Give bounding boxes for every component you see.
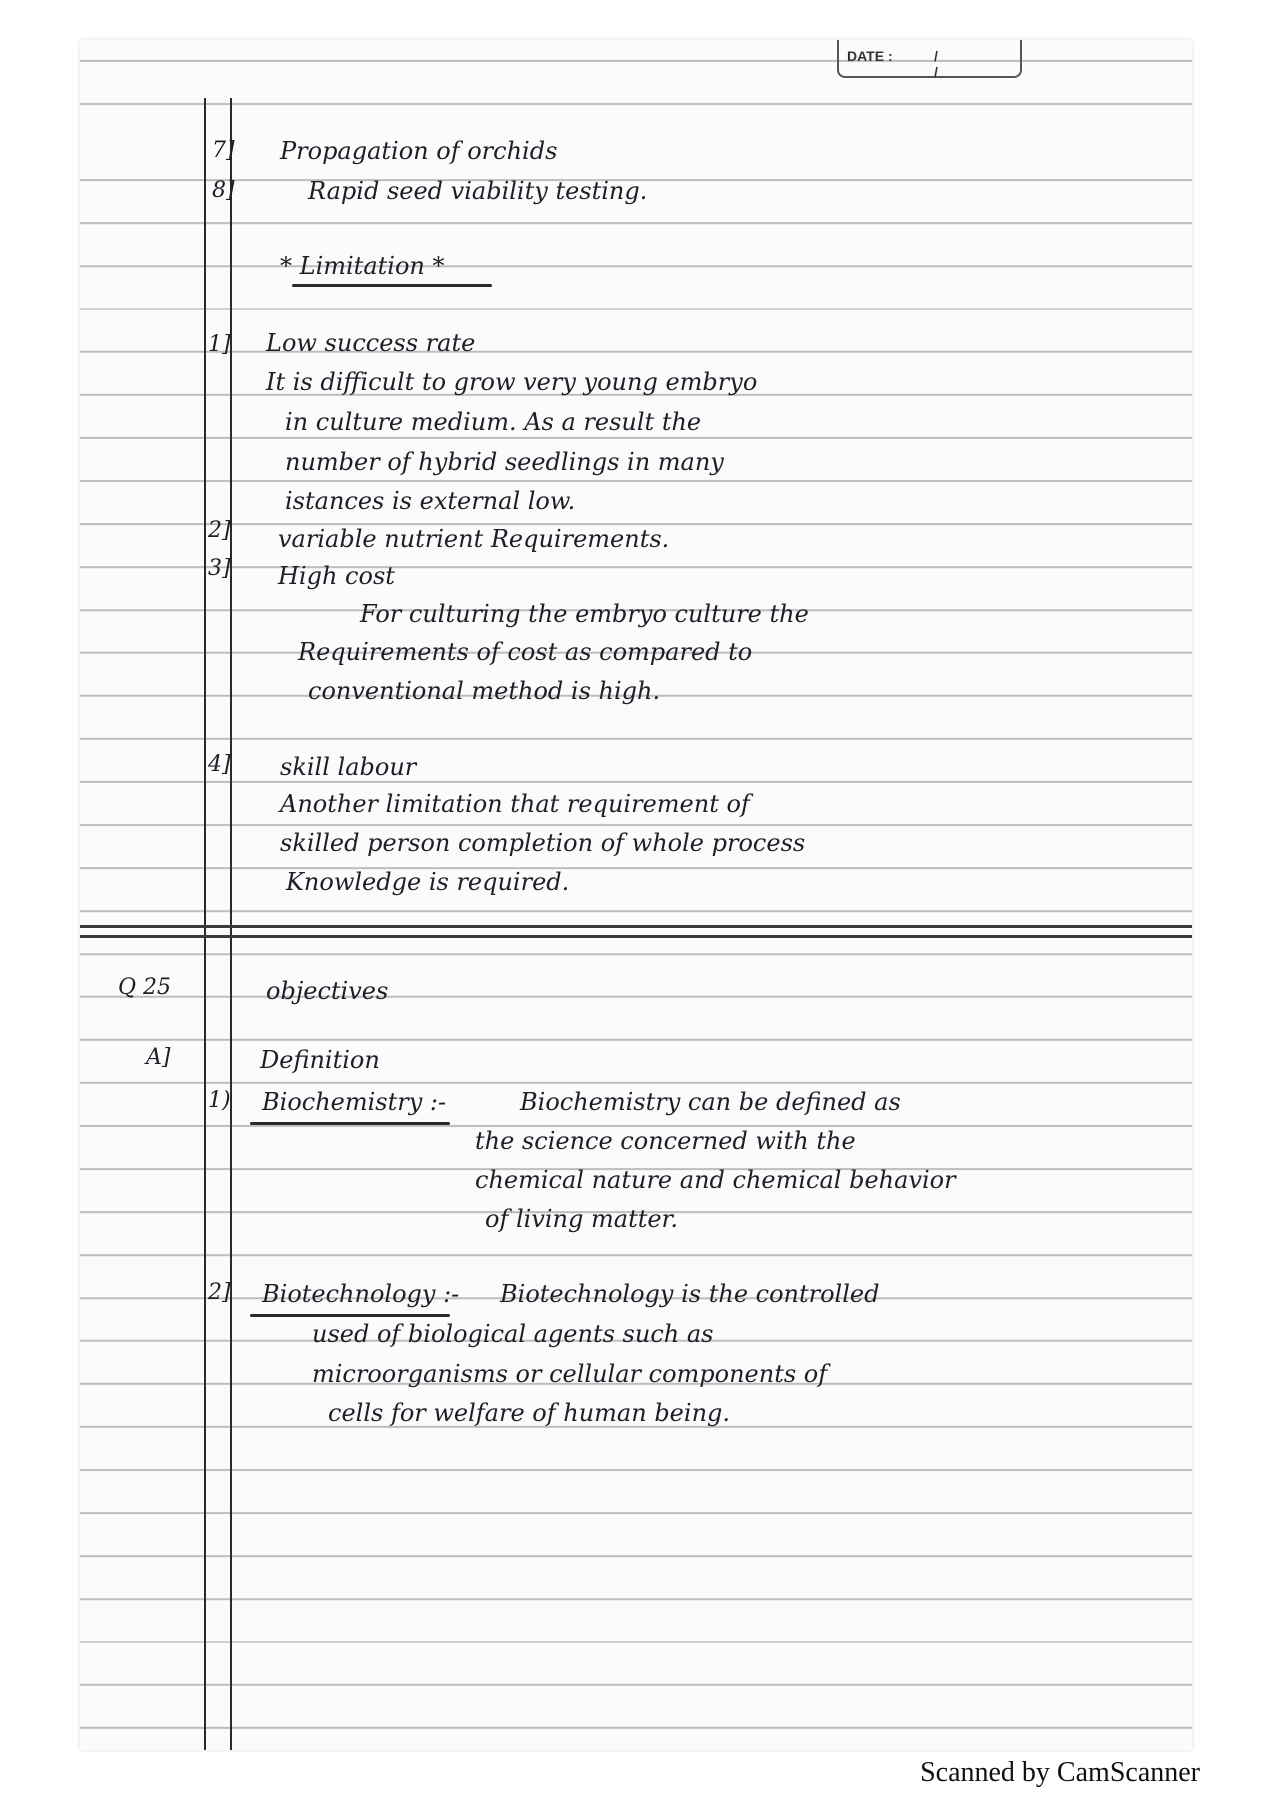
note-line: the science concerned with the bbox=[475, 1127, 856, 1155]
note-line: used of biological agents such as bbox=[312, 1320, 714, 1348]
notebook-page bbox=[80, 40, 1192, 1750]
item-number: 2] bbox=[208, 1280, 231, 1305]
note-line: Requirements of cost as compared to bbox=[298, 638, 753, 666]
date-label: DATE : bbox=[847, 48, 893, 64]
note-line: objectives bbox=[266, 977, 389, 1005]
note-line: microorganisms or cellular components of bbox=[312, 1360, 828, 1388]
note-line: of living matter. bbox=[485, 1205, 679, 1233]
note-line: conventional method is high. bbox=[308, 677, 661, 705]
item-number: 1] bbox=[208, 332, 231, 357]
question-number: Q 25 bbox=[118, 975, 172, 1000]
note-line: skilled person completion of whole process bbox=[280, 829, 806, 857]
item-number: 1) bbox=[208, 1088, 231, 1113]
note-line: cells for welfare of human being. bbox=[328, 1399, 731, 1427]
date-box bbox=[837, 40, 1022, 78]
note-line: Biotechnology is the controlled bbox=[500, 1280, 880, 1308]
heading-underline bbox=[292, 284, 492, 287]
term-label: Biotechnology :- bbox=[262, 1280, 460, 1308]
section-divider-top bbox=[80, 925, 1192, 928]
margin-line-left bbox=[204, 98, 206, 1750]
note-line: It is difficult to grow very young embryo bbox=[266, 368, 758, 396]
note-line: Low success rate bbox=[266, 329, 476, 357]
scanner-watermark: Scanned by CamScanner bbox=[920, 1757, 1200, 1788]
note-line: number of hybrid seedlings in many bbox=[285, 448, 724, 476]
item-number: 7] bbox=[212, 138, 235, 163]
note-line: Biochemistry can be defined as bbox=[520, 1088, 901, 1116]
note-line: Propagation of orchids bbox=[280, 137, 558, 165]
note-line: Another limitation that requirement of bbox=[280, 790, 750, 818]
note-line: For culturing the embryo culture the bbox=[360, 600, 809, 628]
note-line: skill labour bbox=[280, 753, 417, 781]
item-number: 3] bbox=[208, 556, 231, 581]
note-line: Definition bbox=[260, 1046, 380, 1074]
item-number: 4] bbox=[208, 752, 231, 777]
note-line: chemical nature and chemical behavior bbox=[475, 1166, 956, 1194]
section-divider-bottom bbox=[80, 935, 1192, 938]
note-line: istances is external low. bbox=[285, 487, 576, 515]
term-label: Biochemistry :- bbox=[262, 1088, 447, 1116]
answer-label: A] bbox=[146, 1045, 171, 1070]
section-heading: * Limitation * bbox=[280, 252, 445, 280]
note-line: Knowledge is required. bbox=[286, 868, 570, 896]
item-number: 2] bbox=[208, 518, 231, 543]
date-slashes: / / bbox=[934, 48, 972, 80]
item-number: 8] bbox=[212, 178, 235, 203]
note-line: Rapid seed viability testing. bbox=[308, 177, 648, 205]
term-underline bbox=[250, 1122, 450, 1125]
note-line: in culture medium. As a result the bbox=[285, 408, 702, 436]
term-underline bbox=[250, 1314, 450, 1317]
note-line: variable nutrient Requirements. bbox=[278, 525, 670, 553]
note-line: High cost bbox=[278, 562, 395, 590]
